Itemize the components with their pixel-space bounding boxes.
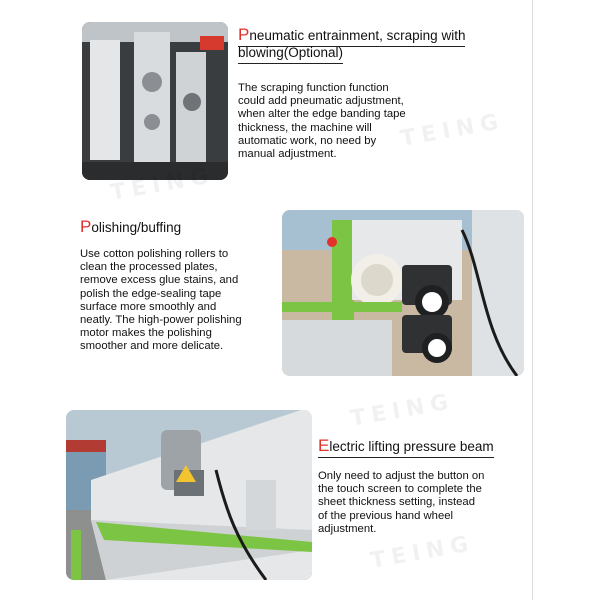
polishing-unit-photo xyxy=(282,210,524,376)
section-3-heading-text: lectric lifting pressure beam xyxy=(329,439,494,454)
section-1-body: The scraping function function could add pneumatic adjustment, when alter the edge banding tape thickness, the machine will automatic work, no need by manual adjustment. xyxy=(238,82,406,161)
pressure-beam-illustration xyxy=(66,410,312,580)
section-1-heading-line2: blowing(Optional) xyxy=(238,44,343,64)
section-1-heading-initial: P xyxy=(238,25,250,44)
teing-watermark: TEING xyxy=(368,531,477,574)
teing-watermark: TEING xyxy=(108,163,217,206)
teing-watermark: TEING xyxy=(398,109,507,152)
section-3-heading xyxy=(318,437,494,458)
section-2-body: Use cotton polishing rollers to clean the processed plates, remove excess glue stains, and polish the edge-sealing tape surface more smoothly and neatly. The high-power polishing motor makes the polishing smoother and more delicate. xyxy=(80,248,242,353)
scraping-unit-photo xyxy=(82,22,228,180)
polishing-unit-illustration xyxy=(282,210,524,376)
teing-watermark: TEING xyxy=(348,389,457,432)
section-3-heading-initial: E xyxy=(318,436,330,455)
section-2-heading xyxy=(80,218,181,237)
section-1-heading-text: neumatic entrainment, scraping with xyxy=(249,28,466,43)
page-edge-rule xyxy=(532,0,533,600)
section-3-body: Only need to adjust the button on the touch screen to complete the sheet thickness setting, instead of the previous hand wheel adjustment. xyxy=(318,470,485,535)
section-2-heading-text: olishing/buffing xyxy=(91,220,182,235)
scraping-unit-illustration xyxy=(82,22,228,180)
pressure-beam-photo xyxy=(66,410,312,580)
section-2-heading-initial: P xyxy=(80,217,92,236)
